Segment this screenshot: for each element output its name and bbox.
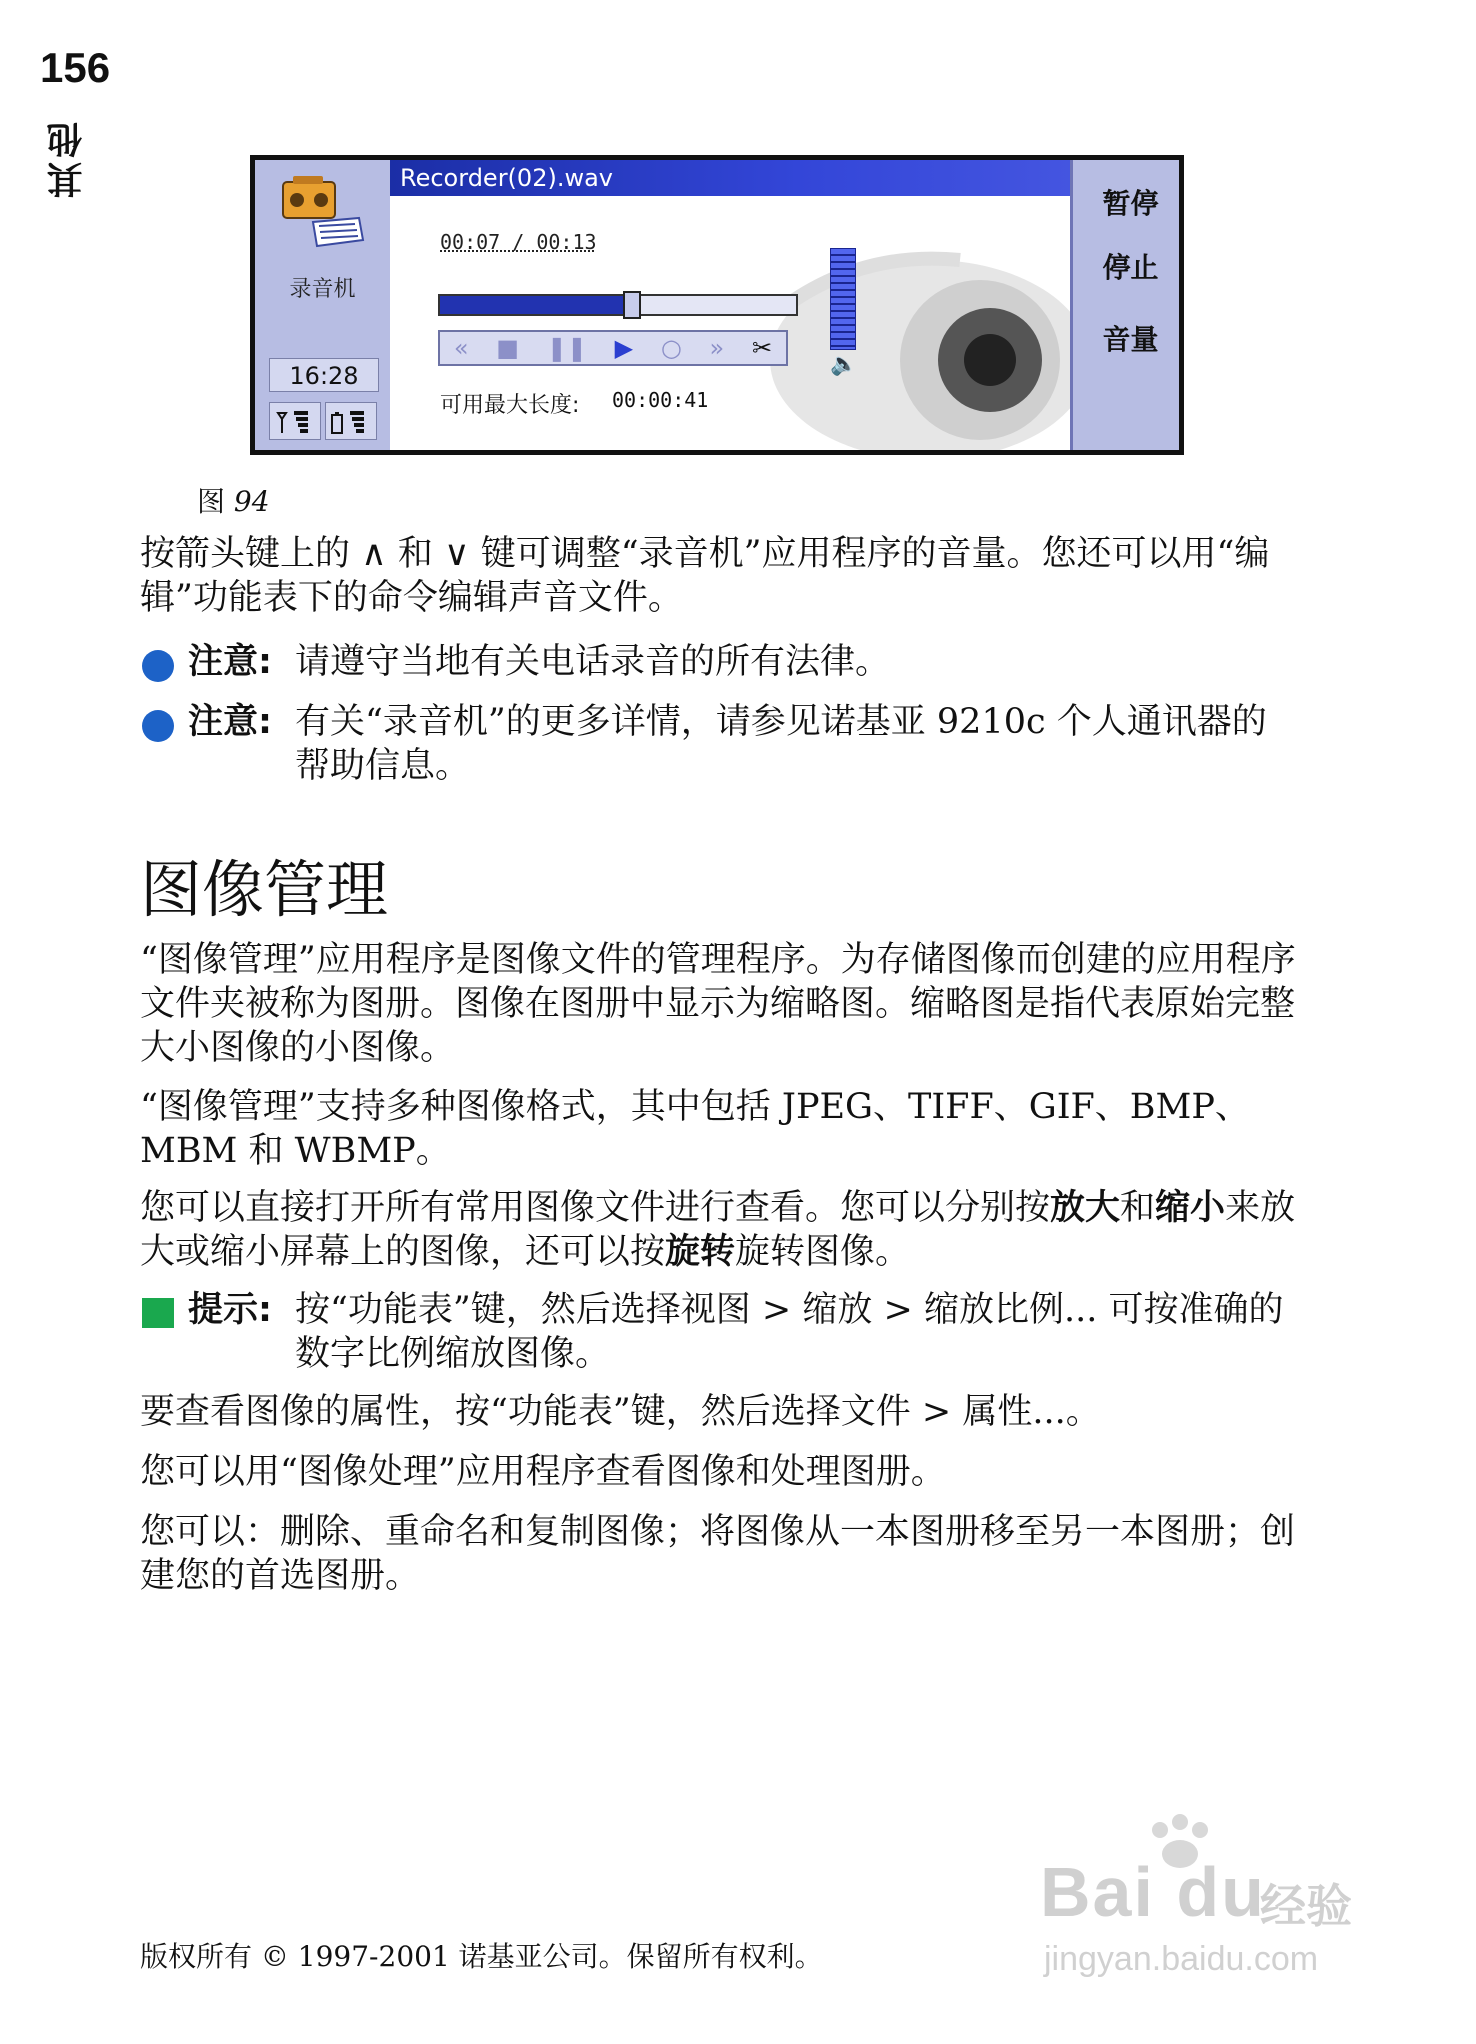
- playback-time: 00:07 / 00:13: [440, 230, 597, 254]
- section-label: 其他: [47, 118, 88, 198]
- keyword-zoom-in: 放大: [1050, 1188, 1121, 1228]
- app-status-pane: [255, 160, 390, 450]
- battery-icon: [326, 403, 376, 439]
- section-heading: 图像管理: [140, 853, 389, 926]
- pause-icon[interactable]: ❚❚: [546, 334, 587, 362]
- recorder-screenshot: [250, 155, 1184, 455]
- copyright-footer: 版权所有 © 1997-2001 诺基亚公司。保留所有权利。: [140, 1940, 823, 1973]
- keyword-zoom-out: 缩小: [1155, 1188, 1226, 1228]
- watermark-logo: Bai du: [1040, 1853, 1266, 1931]
- progress-bar[interactable]: [438, 294, 798, 316]
- scissors-icon[interactable]: ✂: [751, 334, 773, 362]
- keyword-rotate: 旋转: [665, 1232, 736, 1272]
- app-name: 录音机: [289, 277, 356, 302]
- rewind-icon[interactable]: «: [453, 334, 469, 362]
- max-length-value: 00:00:41: [612, 388, 709, 412]
- transport-controls: [438, 330, 788, 366]
- caption-prefix: 图: [197, 485, 226, 518]
- signal-indicator: [269, 402, 321, 440]
- record-icon[interactable]: ○: [660, 334, 682, 362]
- watermark-brand: 经验: [1260, 1879, 1352, 1933]
- clock: 16:28: [269, 358, 379, 392]
- stop-icon[interactable]: ■: [496, 334, 519, 362]
- progress-fill: [440, 296, 632, 314]
- window-title: Recorder(02).wav: [390, 160, 1070, 196]
- caption-number: 94: [233, 485, 270, 518]
- battery-indicator: [325, 402, 377, 440]
- watermark-url: jingyan.baidu.com: [1044, 1940, 1319, 1978]
- paragraph-volume: 按箭头键上的 ∧ 和 ∨ 键可调整“录音机”应用程序的音量。您还可以用“编辑”功能表下的命令编辑声音文件。: [140, 534, 1270, 618]
- zoom-text-3: 来放大或缩小屏幕上的图像，还可以按: [140, 1188, 1296, 1272]
- tip-square-icon: [142, 1298, 174, 1328]
- paragraph-actions: 您可以：删除、重命名和复制图像；将图像从一本图册移至另一本图册；创建您的首选图册。: [140, 1512, 1296, 1596]
- note-body: 请遵守当地有关电话录音的所有法律。: [295, 642, 891, 682]
- note-body: 有关“录音机”的更多详情，请参见诺基亚 9210c 个人通讯器的帮助信息。: [295, 702, 1267, 786]
- tip-label: 提示:: [188, 1290, 272, 1330]
- progress-handle[interactable]: [623, 291, 641, 319]
- tip-body: 按“功能表”键，然后选择视图 > 缩放 > 缩放比例... 可按准确的数字比例缩放图像。: [295, 1290, 1284, 1374]
- paragraph-intro: “图像管理”应用程序是图像文件的管理程序。为存储图像而创建的应用程序文件夹被称为图册。图像在图册中显示为缩略图。缩略图是指代表原始完整大小图像的小图像。: [140, 940, 1296, 1068]
- softkey-pane: [1070, 160, 1184, 450]
- stop-softkey[interactable]: 停止: [1102, 251, 1159, 284]
- zoom-text-2: 和: [1120, 1188, 1156, 1228]
- speaker-icon: 🔈: [830, 352, 858, 377]
- fast-forward-icon[interactable]: »: [709, 334, 725, 362]
- paragraph-properties: 要查看图像的属性，按“功能表”键，然后选择文件 > 属性...。: [140, 1392, 1101, 1432]
- paragraph-image-processing: 您可以用“图像处理”应用程序查看图像和处理图册。: [140, 1452, 946, 1492]
- play-icon[interactable]: ▶: [614, 334, 634, 362]
- volume-softkey[interactable]: 音量: [1102, 323, 1159, 356]
- page-number: 156: [40, 44, 111, 91]
- zoom-text-1: 您可以直接打开所有常用图像文件进行查看。您可以分别按: [140, 1188, 1051, 1228]
- pause-softkey[interactable]: 暂停: [1102, 187, 1159, 220]
- note-bullet-icon: [142, 650, 174, 682]
- volume-meter[interactable]: [830, 248, 856, 350]
- baidu-watermark: [1040, 1812, 1390, 1992]
- note-label: 注意:: [188, 702, 272, 742]
- figure-caption: [197, 480, 270, 520]
- signal-icon: [270, 403, 320, 439]
- paragraph-zoom: [140, 1186, 1300, 1274]
- note-label: 注意:: [188, 642, 272, 682]
- note-bullet-icon: [142, 710, 174, 742]
- paragraph-formats: “图像管理”支持多种图像格式，其中包括 JPEG、TIFF、GIF、BMP、MBM 和 WBMP。: [140, 1087, 1250, 1171]
- recorder-main-pane: [390, 160, 1070, 450]
- recorder-app-icon: [273, 174, 369, 254]
- zoom-text-4: 旋转图像。: [735, 1232, 911, 1272]
- max-length-label: 可用最大长度:: [440, 393, 580, 418]
